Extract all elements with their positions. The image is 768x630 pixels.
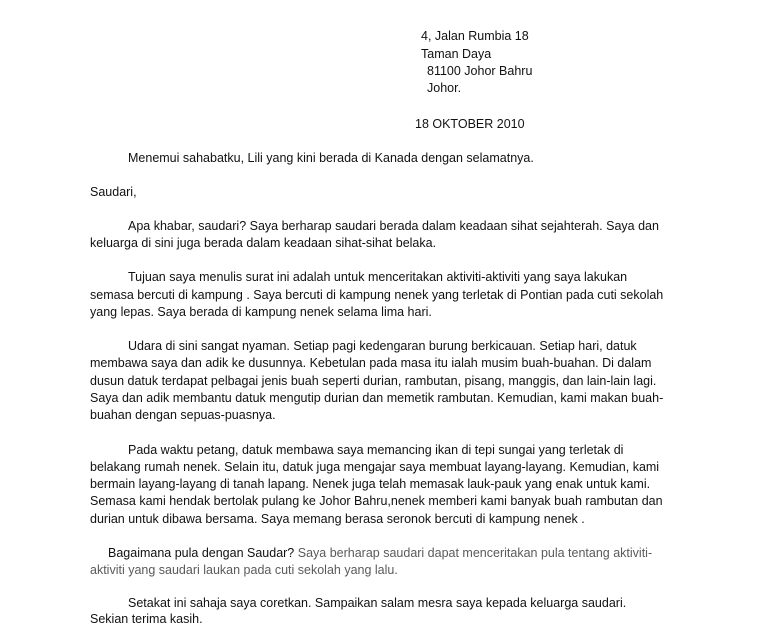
paragraph-4-line-4: Semasa kami hendak bertolak pulang ke Johor Bahru,nenek memberi kami banyak buah rambutan dan (90, 494, 663, 508)
paragraph-5-line-2: aktiviti yang saudari laukan pada cuti sekolah yang lalu. (90, 563, 398, 577)
address-line-1: 4, Jalan Rumbia 18 (421, 29, 529, 43)
paragraph-1-line-2: keluarga di sini juga berada dalam keadaan sihat-sihat belaka. (90, 236, 437, 250)
paragraph-4-line-2: belakang rumah nenek. Selain itu, datuk juga mengajar saya membuat layang-layang. Kemudian, kami (90, 460, 660, 474)
paragraph-3-line-1: Udara di sini sangat nyaman. Setiap pagi kedengaran burung berkicauan. Setiap hari, datuk (128, 339, 637, 353)
paragraph-2-line-1: Tujuan saya menulis surat ini adalah untuk menceritakan aktiviti-aktiviti yang saya lakukan (128, 270, 628, 284)
paragraph-4-line-5: durian untuk dibawa bersama. Saya memang berasa seronok bercuti di kampung nenek . (90, 512, 585, 526)
salutation: Saudari, (90, 185, 137, 199)
address-line-2: Taman Daya (421, 47, 492, 61)
greeting-intro: Menemui sahabatku, Lili yang kini berada di Kanada dengan selamatnya. (128, 151, 534, 165)
closing-line-2: Sekian terima kasih. (90, 612, 203, 626)
address-line-4: Johor. (427, 81, 462, 95)
address-line-3: 81100 Johor Bahru (427, 64, 533, 78)
paragraph-4-line-1: Pada waktu petang, datuk membawa saya memancing ikan di tepi sungai yang terletak di (128, 443, 624, 457)
paragraph-3-line-5: buahan dengan sepuas-puasnya. (90, 408, 276, 422)
paragraph-3-line-2: membawa saya dan adik ke dusunnya. Kebetulan pada masa itu ialah musim buah-buahan. Di dalam (90, 356, 652, 370)
paragraph-5-line-1 (108, 545, 652, 562)
letter-date: 18 OKTOBER 2010 (415, 117, 525, 131)
paragraph-2-line-2: semasa bercuti di kampung . Saya bercuti di kampung nenek yang terletak di Pontian pada cuti sekolah (90, 288, 664, 302)
paragraph-5-lead: Bagaimana pula dengan Saudar? (108, 546, 295, 560)
paragraph-3-line-3: dusun datuk terdapat pelbagai jenis buah seperti durian, rambutan, pisang, manggis, dan lain-lain lagi. (90, 374, 657, 388)
paragraph-1-line-1: Apa khabar, saudari? Saya berharap saudari berada dalam keadaan sihat sejahterah. Saya dan (128, 219, 659, 233)
closing-line-1: Setakat ini sahaja saya coretkan. Sampaikan salam mesra saya kepada keluarga saudari. (128, 596, 627, 610)
paragraph-3-line-4: Saya dan adik membantu datuk mengutip durian dan memetik rambutan. Kemudian, kami makan buah- (90, 391, 664, 405)
paragraph-5-rest-1: Saya berharap saudari dapat menceritakan pula tentang aktiviti- (294, 546, 653, 560)
paragraph-4-line-3: bermain layang-layang di tanah lapang. Nenek juga telah memasak lauk-pauk yang enak untuk kami. (90, 477, 651, 491)
paragraph-2-line-3: yang lepas. Saya berada di kampung nenek selama lima hari. (90, 305, 432, 319)
